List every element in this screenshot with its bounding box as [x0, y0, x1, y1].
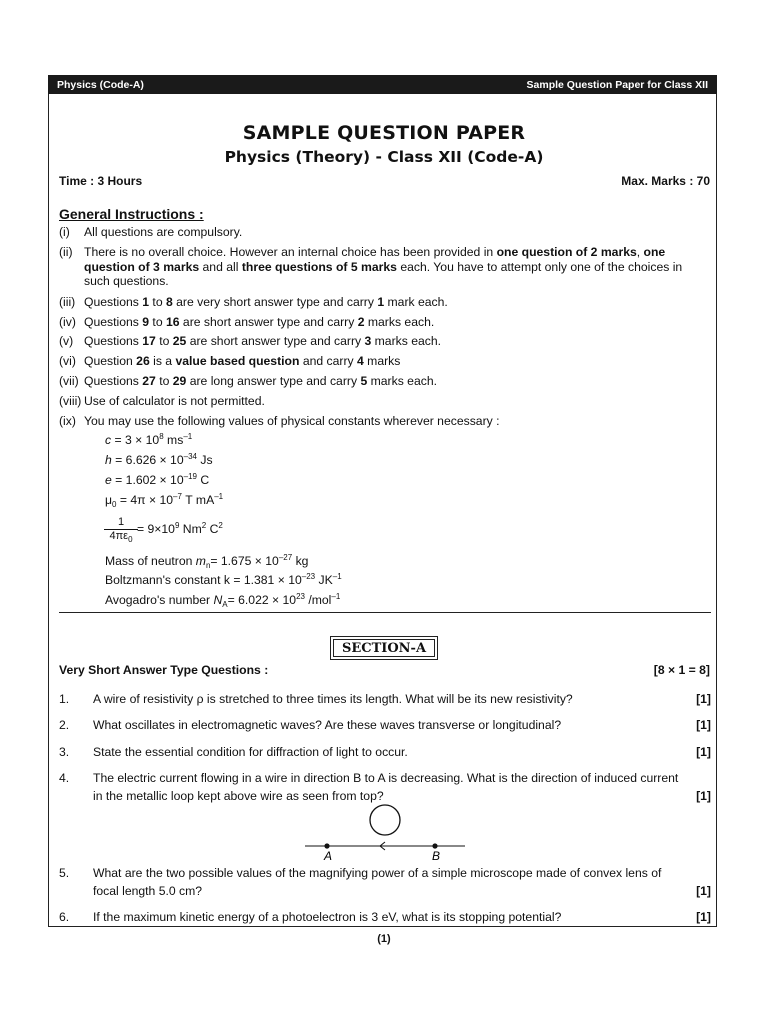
instruction-item — [59, 374, 711, 389]
constant-c: $c = 3 \times 10^8$ $ms^{-1}$ — [105, 432, 193, 447]
instruction-text: Questions 27 to 29 are long answer type and carry 5 marks each. — [84, 374, 437, 388]
instruction-number: (v) — [59, 334, 74, 348]
label-a: A — [324, 849, 333, 863]
question-number: 2. — [59, 718, 70, 732]
instruction-text: Use of calculator is not permitted. — [84, 394, 265, 408]
section-heading-box — [330, 636, 438, 660]
question-text: The electric current flowing in a wire in direction B to A is decreasing. What is the direction of induced current in the metallic loop kept above wire as seen from top? — [93, 771, 679, 803]
instruction-item — [59, 225, 711, 240]
question-number: 4. — [59, 771, 70, 785]
question-item — [59, 743, 711, 761]
question-item — [59, 864, 711, 900]
instruction-text: Questions 1 to 8 are very short answer type and carry 1 mark each. — [84, 295, 448, 309]
question-text: What oscillates in electromagnetic waves? Are these waves transverse or longitudinal? — [93, 718, 562, 732]
constant-h: $h = 6.626 \times 10^{-34}$ Js — [105, 452, 213, 467]
instruction-number: (i) — [59, 225, 70, 239]
question-number: 1. — [59, 692, 70, 706]
instruction-item — [59, 245, 711, 289]
constant-neutron: Mass of neutron $m_n= 1.675 \times 10^{-27}$ kg — [105, 553, 309, 570]
instruction-text: Questions 9 to 16 are short answer type and carry 2 marks each. — [84, 315, 435, 329]
question-marks: [1] — [696, 745, 711, 759]
instruction-text: All questions are compulsory. — [84, 225, 243, 239]
question-number: 3. — [59, 745, 70, 759]
instruction-number: (vii) — [59, 374, 79, 388]
header-bar — [48, 75, 717, 94]
question-text: State the essential condition for diffraction of light to occur. — [93, 745, 408, 759]
question-number: 6. — [59, 910, 70, 924]
page-number: (1) — [377, 933, 391, 945]
instruction-number: (iii) — [59, 295, 76, 309]
instruction-item — [59, 334, 711, 349]
instruction-number: (viii) — [59, 394, 82, 408]
label-b: B — [432, 849, 441, 863]
instruction-text: You may use the following values of physical constants wherever necessary : — [84, 414, 500, 428]
question-marks: [1] — [696, 718, 711, 732]
time-allowed: Time : 3 Hours — [59, 174, 143, 188]
question-marks: [1] — [696, 789, 711, 803]
section-question-type: Very Short Answer Type Questions : — [59, 663, 269, 677]
max-marks: Max. Marks : 70 — [621, 174, 710, 188]
header-subject: Physics (Code-A) — [57, 78, 144, 91]
page-title: SAMPLE QUESTION PAPER — [242, 122, 526, 144]
constant-avogadro: Avogadro's number $N_A= 6.022 \times 10^{23}$ /mol$^{-1}$ — [105, 592, 341, 609]
question-number: 5. — [59, 866, 70, 880]
question-item — [59, 769, 711, 805]
instruction-number: (ii) — [59, 245, 73, 259]
fraction-denominator: $4\pi\varepsilon_0$ — [109, 530, 133, 544]
question-item — [59, 716, 711, 734]
page-subtitle: Physics (Theory) - Class XII (Code-A) — [224, 148, 544, 166]
question-text: If the maximum kinetic energy of a photoelectron is 3 eV, what is its stopping potential? — [93, 910, 562, 924]
metallic-loop — [370, 805, 400, 835]
constant-mu0: $\mu_0 = 4\pi \times 10^{-7}$ T $mA^{-1}$ — [105, 492, 224, 509]
instruction-item — [59, 414, 711, 429]
constant-k-value: = $9\times 10^9$ Nm$^2$ $C^2$ — [137, 521, 223, 536]
instruction-text: Question 26 is a value based question and carry 4 marks — [84, 354, 401, 368]
instruction-item — [59, 394, 711, 409]
general-instructions-heading: General Instructions : — [59, 206, 204, 222]
divider — [59, 612, 711, 613]
point-b-dot — [432, 843, 437, 848]
instruction-number: (vi) — [59, 354, 76, 368]
instruction-number: (iv) — [59, 315, 76, 329]
point-a-dot — [324, 843, 329, 848]
instruction-number: (ix) — [59, 414, 76, 428]
fraction-numerator: 1 — [104, 516, 138, 530]
instruction-item — [59, 295, 711, 310]
question-marks: [1] — [696, 884, 711, 898]
constant-e: $e = 1.602 \times 10^{-19}$ C — [105, 472, 210, 487]
header-paper-title: Sample Question Paper for Class XII — [526, 78, 708, 91]
section-heading: SECTION-A — [333, 639, 435, 657]
instruction-item — [59, 315, 711, 330]
question-marks: [1] — [696, 692, 711, 706]
question-text: What are the two possible values of the magnifying power of a simple microscope made of convex lens of focal length 5.0 cm? — [93, 866, 662, 898]
wire-loop-figure — [300, 802, 470, 864]
question-item — [59, 908, 711, 926]
question-text: A wire of resistivity ρ is stretched to three times its length. What will be its new resistivity? — [93, 692, 573, 706]
instruction-item — [59, 354, 711, 369]
instruction-text: There is no overall choice. However an internal choice has been provided in one question of 2 marks, one question of 3 marks and all three questions of 5 marks each. You have to attempt only one of the choices in such questions. — [84, 245, 683, 288]
question-marks: [1] — [696, 910, 711, 924]
constant-k-fraction — [104, 516, 138, 542]
question-item — [59, 690, 711, 708]
instruction-text: Questions 17 to 25 are short answer type and carry 3 marks each. — [84, 334, 442, 348]
constant-boltzmann: Boltzmann's constant $k = 1.381 \times 10^{-23}$ $JK^{-1}$ — [105, 572, 342, 587]
section-marks: [8 × 1 = 8] — [653, 663, 710, 677]
